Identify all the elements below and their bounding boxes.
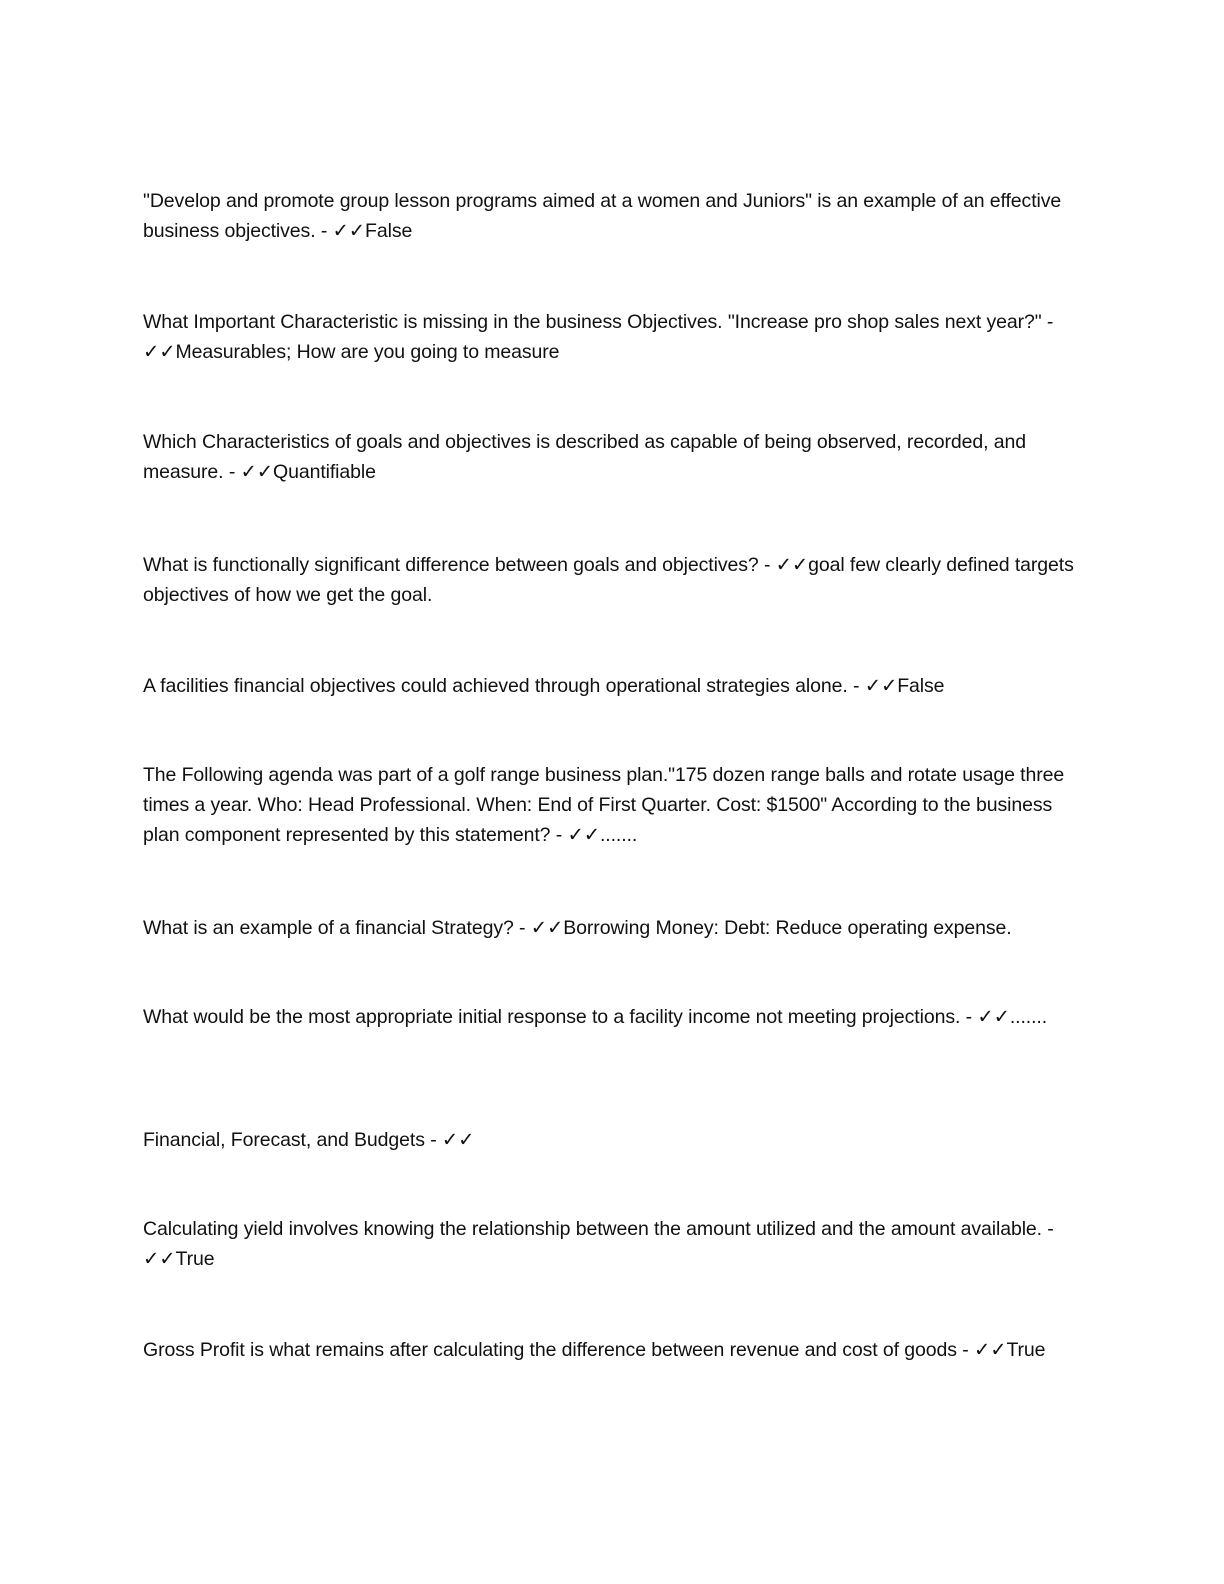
separator: - <box>758 554 776 576</box>
separator: - <box>1041 1218 1054 1240</box>
question-text: What Important Characteristic is missing in the business Objectives. "Increase pro shop sales next year?" <box>143 311 1042 333</box>
question-text: "Develop and promote group lesson programs aimed at a women and Juniors" is an example of an effective business objectives. <box>143 190 1062 242</box>
separator: - <box>956 1339 974 1361</box>
answer-text: False <box>365 220 413 242</box>
answer-text: ....... <box>599 824 638 846</box>
question-text: What is an example of a financial Strategy? <box>143 917 514 939</box>
qa-item-6 <box>143 760 1083 850</box>
qa-item-7 <box>143 913 1083 943</box>
separator: - <box>513 917 531 939</box>
qa-item-2 <box>143 307 1083 367</box>
separator: - <box>424 1129 442 1151</box>
answer-text: False <box>897 675 945 697</box>
answer-text: Quantifiable <box>273 461 376 483</box>
question-text: What would be the most appropriate initial response to a facility income not meeting projections. <box>143 1006 961 1028</box>
qa-item-10 <box>143 1214 1083 1274</box>
qa-item-9 <box>143 1125 1083 1155</box>
checkmarks-icon: ✓✓ <box>143 1248 176 1270</box>
checkmarks-icon: ✓✓ <box>864 675 898 697</box>
question-text: Gross Profit is what remains after calculating the difference between revenue and cost of goods <box>143 1339 957 1361</box>
checkmarks-icon: ✓✓ <box>977 1006 1010 1028</box>
qa-item-1 <box>143 186 1083 246</box>
separator: - <box>550 824 568 846</box>
answer-text: Measurables; How are you going to measure <box>175 341 560 363</box>
answer-text: Borrowing Money: Debt: Reduce operating expense. <box>563 917 1012 939</box>
answer-text: ....... <box>1009 1006 1048 1028</box>
question-text: The Following agenda was part of a golf range business plan."175 dozen range balls and rotate usage three times a year. Who: Head Professional. When: End of First Quarter. Cost: $1500" According to the business plan component represented by this statement? <box>143 764 1065 846</box>
checkmarks-icon: ✓✓ <box>775 554 809 576</box>
qa-item-4 <box>143 550 1083 610</box>
answer-text: goal few clearly defined targets objectives of how we get the goal. <box>143 554 1074 606</box>
checkmarks-icon: ✓✓ <box>567 824 600 846</box>
qa-item-11 <box>143 1335 1083 1365</box>
separator: - <box>960 1006 978 1028</box>
separator: - <box>315 220 333 242</box>
separator: - <box>1041 311 1054 333</box>
qa-item-3 <box>143 427 1083 487</box>
checkmarks-icon: ✓✓ <box>240 461 274 483</box>
separator: - <box>847 675 865 697</box>
checkmarks-icon: ✓✓ <box>332 220 366 242</box>
answer-text: True <box>1006 1339 1046 1361</box>
question-text: Calculating yield involves knowing the relationship between the amount utilized and the amount available. <box>143 1218 1042 1240</box>
qa-item-8 <box>143 1002 1083 1032</box>
checkmarks-icon: ✓✓ <box>441 1129 475 1151</box>
question-text: Which Characteristics of goals and objectives is described as capable of being observed, recorded, and measure. <box>143 431 1026 483</box>
qa-item-5 <box>143 671 1083 701</box>
separator: - <box>223 461 241 483</box>
question-text: Financial, Forecast, and Budgets <box>143 1129 425 1151</box>
checkmarks-icon: ✓✓ <box>973 1339 1007 1361</box>
answer-text: True <box>175 1248 215 1270</box>
question-text: What is functionally significant difference between goals and objectives? <box>143 554 759 576</box>
question-text: A facilities financial objectives could achieved through operational strategies alone. <box>143 675 848 697</box>
checkmarks-icon: ✓✓ <box>530 917 564 939</box>
checkmarks-icon: ✓✓ <box>143 341 176 363</box>
